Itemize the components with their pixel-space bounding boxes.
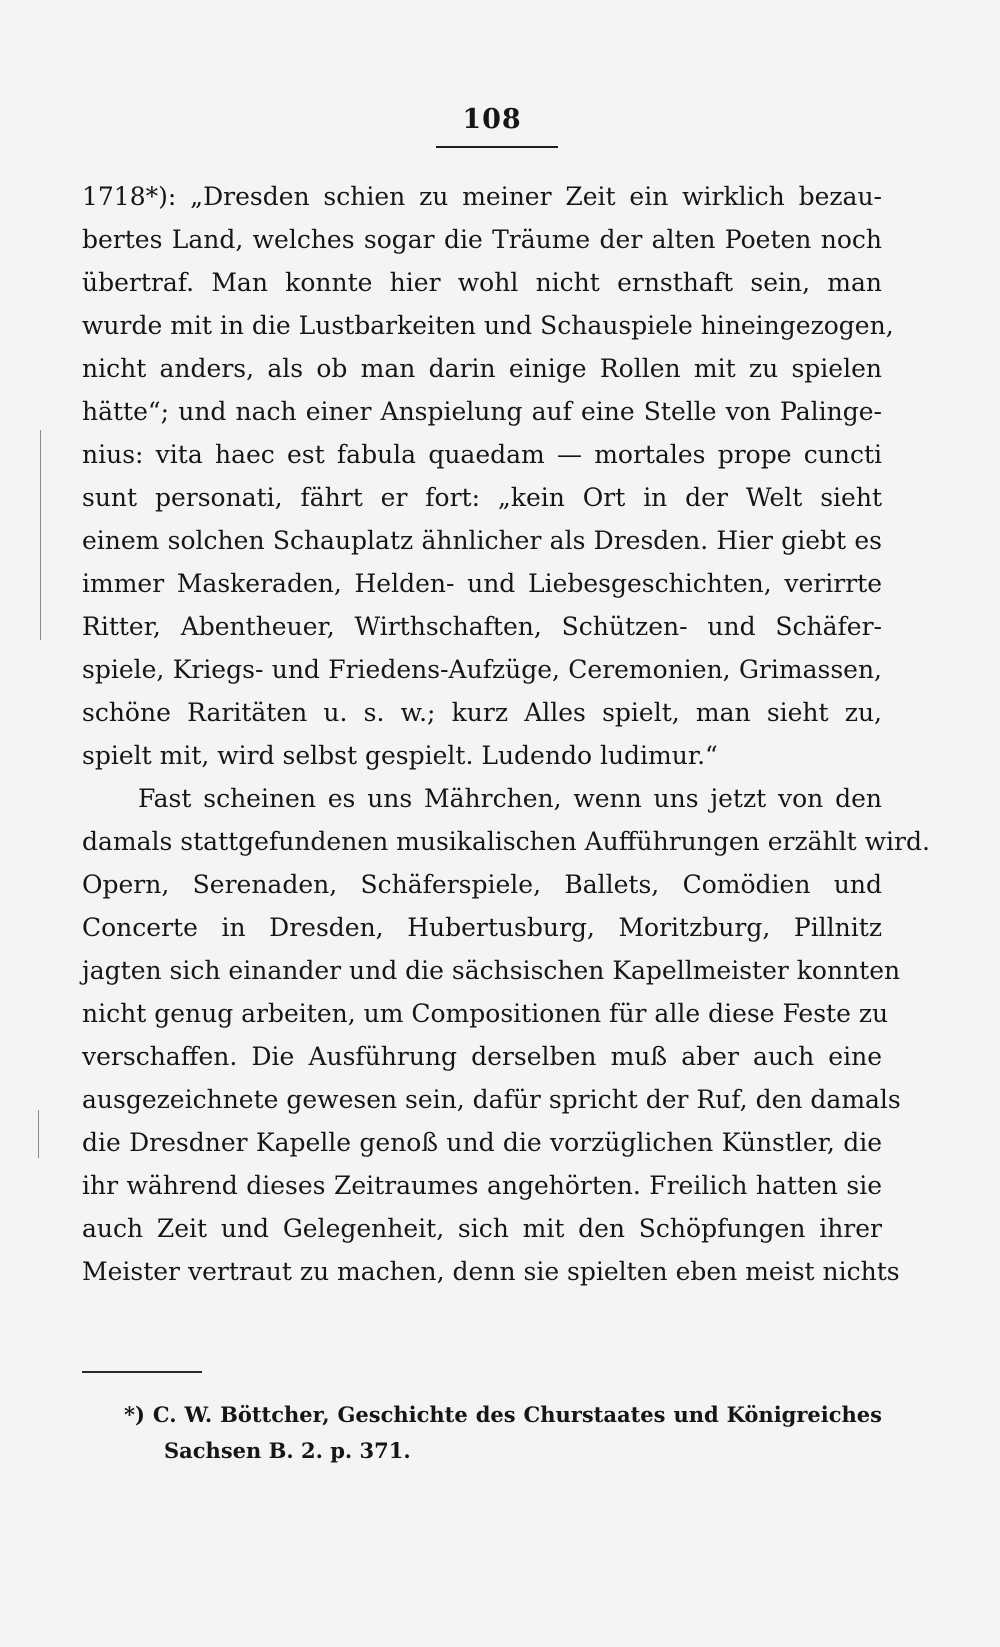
text-line-18: Concerte in Dresden, Hubertusburg, Moritzburg, Pillnitz: [82, 913, 882, 942]
text-line-8: sunt personati, fährt er fort: „kein Ort in der Welt sieht: [82, 483, 882, 512]
margin-pencil-mark-lower: [38, 1110, 39, 1158]
text-line-3: übertraf. Man konnte hier wohl nicht ernsthaft sein, man: [82, 268, 882, 297]
footnote-line-1: *) C. W. Böttcher, Geschichte des Churstaates und Königreiches: [124, 1402, 882, 1427]
text-line-17: Opern, Serenaden, Schäferspiele, Ballets, Comödien und: [82, 870, 882, 899]
footnote-rule: [82, 1371, 202, 1373]
text-line-7: nius: vita haec est fabula quaedam — mortales prope cuncti: [82, 440, 882, 469]
text-line-20: nicht genug arbeiten, um Compositionen für alle diese Feste zu: [82, 999, 889, 1028]
text-line-26: Meister vertraut zu machen, denn sie spielten eben meist nichts: [82, 1257, 900, 1286]
text-line-10: immer Maskeraden, Helden- und Liebesgeschichten, verirrte: [82, 569, 882, 598]
text-line-12: spiele, Kriegs- und Friedens-Aufzüge, Ceremonien, Grimassen,: [82, 655, 882, 684]
text-line-1: 1718*): „Dresden schien zu meiner Zeit ein wirklich bezau-: [82, 182, 882, 211]
text-line-11: Ritter, Abentheuer, Wirthschaften, Schützen- und Schäfer-: [82, 612, 882, 641]
text-line-13: schöne Raritäten u. s. w.; kurz Alles spielt, man sieht zu,: [82, 698, 882, 727]
text-line-23: die Dresdner Kapelle genoß und die vorzüglichen Künstler, die: [82, 1128, 882, 1157]
text-line-4: wurde mit in die Lustbarkeiten und Schauspiele hineingezogen,: [82, 311, 894, 340]
text-line-2: bertes Land, welches sogar die Träume der alten Poeten noch: [82, 225, 882, 254]
text-line-21: verschaffen. Die Ausführung derselben muß aber auch eine: [82, 1042, 882, 1071]
text-line-15: Fast scheinen es uns Mährchen, wenn uns jetzt von den: [138, 784, 882, 813]
text-line-14: spielt mit, wird selbst gespielt. Ludendo ludimur.“: [82, 741, 718, 770]
text-line-19: jagten sich einander und die sächsischen Kapellmeister konnten: [82, 956, 901, 985]
text-line-22: ausgezeichnete gewesen sein, dafür spricht der Ruf, den damals: [82, 1085, 901, 1114]
page-number: 108: [462, 104, 522, 135]
text-line-5: nicht anders, als ob man darin einige Rollen mit zu spielen: [82, 354, 882, 383]
margin-pencil-mark: [40, 430, 41, 640]
text-line-25: auch Zeit und Gelegenheit, sich mit den Schöpfungen ihrer: [82, 1214, 882, 1243]
footnote-line-2: Sachsen B. 2. p. 371.: [164, 1438, 411, 1463]
text-line-16: damals stattgefundenen musikalischen Aufführungen erzählt wird.: [82, 827, 930, 856]
text-line-24: ihr während dieses Zeitraumes angehörten. Freilich hatten sie: [82, 1171, 882, 1200]
text-line-9: einem solchen Schauplatz ähnlicher als Dresden. Hier giebt es: [82, 526, 882, 555]
header-rule: [436, 146, 558, 148]
text-line-6: hätte“; und nach einer Anspielung auf eine Stelle von Palinge-: [82, 397, 882, 426]
